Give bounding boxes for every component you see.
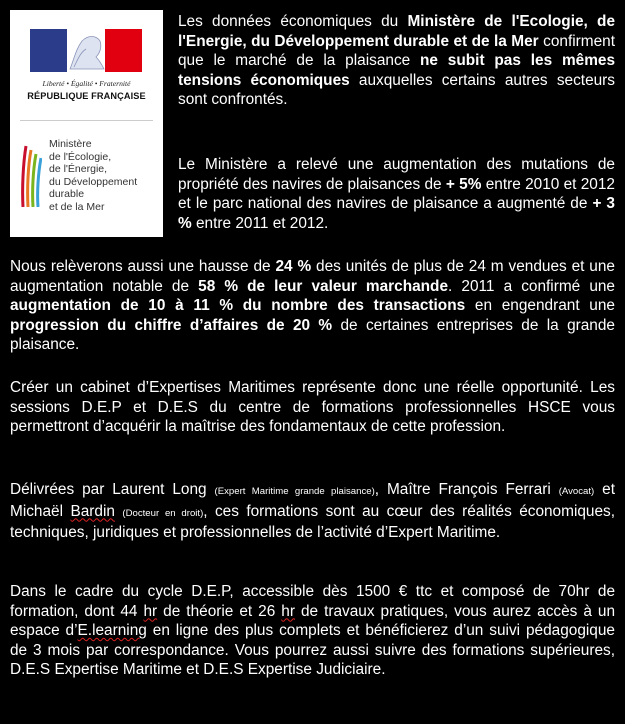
spellcheck-word: E.learning xyxy=(77,622,147,640)
text-run: de travaux pratiques, vous aurez accès à un espace d’ xyxy=(10,602,616,640)
text-run: de certaines entreprises de la grande plaisance. xyxy=(10,316,615,354)
text-run: , Maître François Ferrari xyxy=(374,481,559,498)
text-run: Nous relèverons aussi une hausse de xyxy=(10,258,276,275)
text-run: Dans le cadre du cycle D.E.P, accessible dès 1500 € ttc et composé de 70hr de formation, dont 44 xyxy=(10,583,615,620)
trainer-role: (Expert Maritime grande plaisance) xyxy=(214,486,375,497)
text-run: des unités de plus de 24 m vendues et une augmentation notable de xyxy=(10,258,615,295)
text-run: de théorie et 26 xyxy=(157,602,282,620)
text-run: , ces formations sont au cœur des réalités économiques, techniques, juridiques et professionnelles de l’activité d’Expert Maritime. xyxy=(10,502,616,542)
ministry-line: Ministère xyxy=(49,138,92,150)
spellcheck-word: hr xyxy=(143,602,158,620)
ministry-name xyxy=(49,138,157,214)
text-run: confirment que le marché de la plaisance xyxy=(178,32,615,70)
marianne-flag-icon xyxy=(30,29,142,72)
revenue-20-bold: progression du chiffre d’affaires de 20 % xyxy=(10,316,333,334)
increase-24-bold: 24 % xyxy=(275,258,312,275)
text-run: entre 2010 et 2012 et le parc national des navires de plaisance a augmenté de xyxy=(178,175,615,213)
no-tension-bold: ne subit pas les mêmes tensions économiques xyxy=(178,52,615,89)
ministry-color-bars-icon xyxy=(20,144,42,207)
text-run: en ligne des plus complets et bénéficierez d’un suivi pédagogique de 3 mois par correspondance. Vous pourrez aussi suivre des formations supérieures, D.E.S Expertise Maritime et D.E.S Expertise Judiciaire. xyxy=(10,622,615,679)
ministry-line: et de la Mer xyxy=(49,200,105,213)
trainer-role: (Avocat) xyxy=(558,486,595,497)
logo-divider xyxy=(20,120,153,121)
paragraph-market-growth xyxy=(10,257,615,355)
spellcheck-word: Bardin xyxy=(70,502,115,520)
paragraph-ministry-data xyxy=(178,12,615,110)
ministry-line: du Développement xyxy=(49,175,138,188)
paragraph-dep-cycle xyxy=(10,582,615,680)
paragraph-opportunity: Créer un cabinet d’Expertises Maritimes représente donc une réelle opportunité. Les sessions D.E.P et D.E.S du centre de formations professionnelles HSCE vous permettront d’acquérir la maîtrise des fondamentaux de cette profession. xyxy=(10,379,615,436)
ministry-line: durable xyxy=(49,188,85,201)
ministry-name-bold: Ministère de l'Ecologie, de l'Energie, du Développement durable et de la Mer xyxy=(178,13,616,50)
value-58-bold: 58 % de leur valeur marchande xyxy=(198,277,449,295)
trainer-role: (Docteur en droit) xyxy=(122,507,204,519)
increase-3-bold: + 3 % xyxy=(178,195,615,232)
paragraph-trainers xyxy=(10,480,615,543)
transactions-bold: augmentation de 10 à 11 % du nombre des transactions xyxy=(10,297,466,315)
spellcheck-word: hr xyxy=(281,602,295,620)
text-run: et Michaël xyxy=(10,481,616,520)
ministry-logo xyxy=(10,10,163,237)
text-run: Les données économiques du xyxy=(178,13,408,30)
increase-5-bold: + 5% xyxy=(445,175,482,193)
text-run: entre 2011 et 2012. xyxy=(191,214,329,232)
paragraph-mutations xyxy=(178,155,615,233)
ministry-line: de l'Écologie, xyxy=(49,150,112,163)
text-run: Délivrées par Laurent Long xyxy=(10,481,215,498)
republic-name: RÉPUBLIQUE FRANÇAISE xyxy=(27,91,146,101)
ministry-line: de l'Énergie, xyxy=(49,163,108,176)
republic-motto: Liberté • Égalité • Fraternité xyxy=(42,79,131,88)
text-run: en engendrant une xyxy=(465,297,615,315)
text-run: Le Ministère a relevé une augmentation des mutations de propriété des navires de plaisances de xyxy=(178,156,615,193)
text-run: auxquelles certains autres secteurs sont confrontés. xyxy=(178,71,616,109)
text-run: . 2011 a confirmé une xyxy=(448,277,615,295)
